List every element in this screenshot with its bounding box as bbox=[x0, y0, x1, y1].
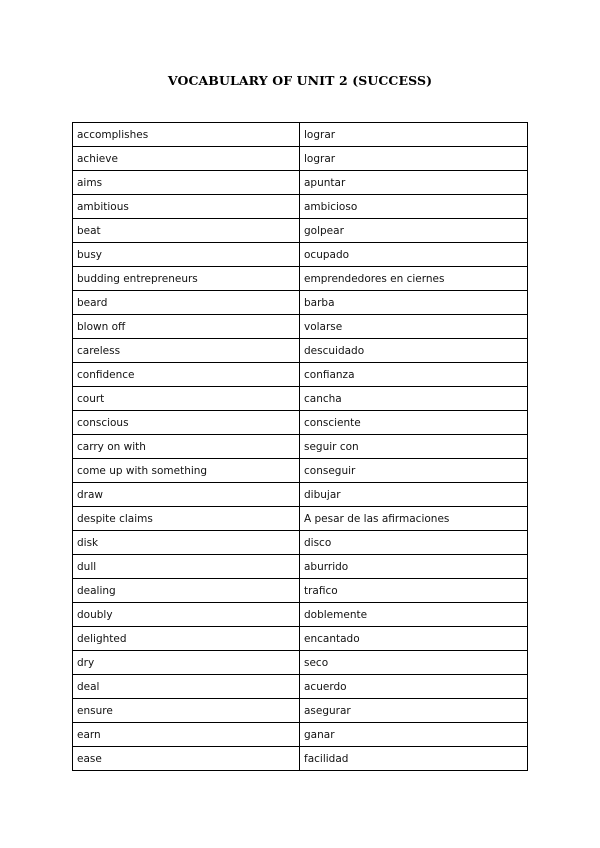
english-term-cell: come up with something bbox=[73, 459, 300, 483]
spanish-translation-cell: seco bbox=[300, 651, 528, 675]
spanish-translation-cell: cancha bbox=[300, 387, 528, 411]
table-row bbox=[73, 675, 528, 699]
english-term-cell: accomplishes bbox=[73, 123, 300, 147]
english-term-cell: busy bbox=[73, 243, 300, 267]
english-term-cell: doubly bbox=[73, 603, 300, 627]
spanish-translation-cell: dibujar bbox=[300, 483, 528, 507]
english-term-cell: blown off bbox=[73, 315, 300, 339]
spanish-translation-cell: doblemente bbox=[300, 603, 528, 627]
english-term-cell: ensure bbox=[73, 699, 300, 723]
table-row bbox=[73, 411, 528, 435]
table-row bbox=[73, 219, 528, 243]
spanish-translation-cell: consciente bbox=[300, 411, 528, 435]
table-row bbox=[73, 267, 528, 291]
english-term-cell: beard bbox=[73, 291, 300, 315]
table-row bbox=[73, 363, 528, 387]
spanish-translation-cell: descuidado bbox=[300, 339, 528, 363]
table-row bbox=[73, 651, 528, 675]
table-row bbox=[73, 291, 528, 315]
table-row bbox=[73, 387, 528, 411]
spanish-translation-cell: ambicioso bbox=[300, 195, 528, 219]
english-term-cell: ease bbox=[73, 747, 300, 771]
english-term-cell: careless bbox=[73, 339, 300, 363]
spanish-translation-cell: aburrido bbox=[300, 555, 528, 579]
spanish-translation-cell: conseguir bbox=[300, 459, 528, 483]
vocabulary-table-body bbox=[73, 123, 528, 771]
english-term-cell: beat bbox=[73, 219, 300, 243]
english-term-cell: budding entrepreneurs bbox=[73, 267, 300, 291]
table-row bbox=[73, 603, 528, 627]
spanish-translation-cell: confianza bbox=[300, 363, 528, 387]
english-term-cell: earn bbox=[73, 723, 300, 747]
table-row bbox=[73, 579, 528, 603]
spanish-translation-cell: lograr bbox=[300, 123, 528, 147]
page-title: VOCABULARY OF UNIT 2 (SUCCESS) bbox=[167, 73, 433, 88]
spanish-translation-cell: ganar bbox=[300, 723, 528, 747]
table-row bbox=[73, 507, 528, 531]
spanish-translation-cell: encantado bbox=[300, 627, 528, 651]
spanish-translation-cell: golpear bbox=[300, 219, 528, 243]
english-term-cell: dull bbox=[73, 555, 300, 579]
spanish-translation-cell: disco bbox=[300, 531, 528, 555]
spanish-translation-cell: facilidad bbox=[300, 747, 528, 771]
table-row bbox=[73, 483, 528, 507]
english-term-cell: despite claims bbox=[73, 507, 300, 531]
english-term-cell: dry bbox=[73, 651, 300, 675]
english-term-cell: conscious bbox=[73, 411, 300, 435]
table-row bbox=[73, 123, 528, 147]
table-row bbox=[73, 723, 528, 747]
table-row bbox=[73, 195, 528, 219]
english-term-cell: aims bbox=[73, 171, 300, 195]
table-row bbox=[73, 435, 528, 459]
table-row bbox=[73, 627, 528, 651]
spanish-translation-cell: seguir con bbox=[300, 435, 528, 459]
spanish-translation-cell: volarse bbox=[300, 315, 528, 339]
english-term-cell: deal bbox=[73, 675, 300, 699]
spanish-translation-cell: trafico bbox=[300, 579, 528, 603]
english-term-cell: carry on with bbox=[73, 435, 300, 459]
table-row bbox=[73, 699, 528, 723]
spanish-translation-cell: ocupado bbox=[300, 243, 528, 267]
spanish-translation-cell: A pesar de las afirmaciones bbox=[300, 507, 528, 531]
english-term-cell: dealing bbox=[73, 579, 300, 603]
table-row bbox=[73, 459, 528, 483]
table-row bbox=[73, 555, 528, 579]
vocabulary-table bbox=[72, 122, 528, 771]
table-row bbox=[73, 243, 528, 267]
english-term-cell: achieve bbox=[73, 147, 300, 171]
spanish-translation-cell: apuntar bbox=[300, 171, 528, 195]
english-term-cell: draw bbox=[73, 483, 300, 507]
english-term-cell: confidence bbox=[73, 363, 300, 387]
table-row bbox=[73, 747, 528, 771]
spanish-translation-cell: lograr bbox=[300, 147, 528, 171]
spanish-translation-cell: barba bbox=[300, 291, 528, 315]
spanish-translation-cell: asegurar bbox=[300, 699, 528, 723]
english-term-cell: ambitious bbox=[73, 195, 300, 219]
english-term-cell: disk bbox=[73, 531, 300, 555]
spanish-translation-cell: emprendedores en ciernes bbox=[300, 267, 528, 291]
table-row bbox=[73, 171, 528, 195]
english-term-cell: delighted bbox=[73, 627, 300, 651]
english-term-cell: court bbox=[73, 387, 300, 411]
table-row bbox=[73, 147, 528, 171]
table-row bbox=[73, 531, 528, 555]
spanish-translation-cell: acuerdo bbox=[300, 675, 528, 699]
table-row bbox=[73, 315, 528, 339]
table-row bbox=[73, 339, 528, 363]
